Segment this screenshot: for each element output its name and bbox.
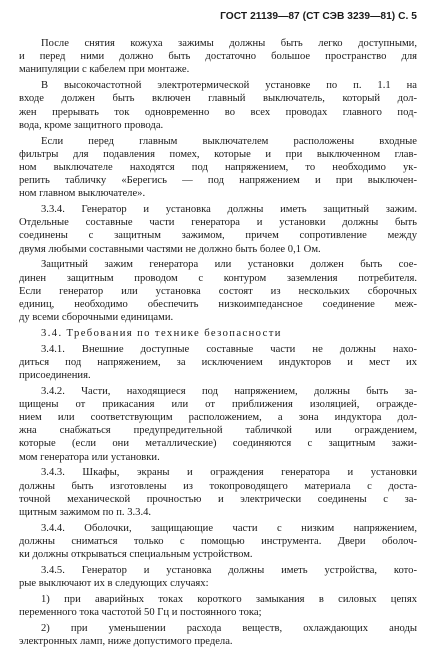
text-line: которые (если они металлические) соединяются с защитным зажи-	[19, 438, 417, 450]
text-line: переменного тока частотой 50 Гц и постоянного тока;	[19, 607, 262, 619]
text-line: должны сниматься только с помощью инструмента. Двери оболоч-	[19, 535, 417, 547]
text-line: мом генератора или установки.	[19, 451, 160, 463]
text-line: двумя любыми составными частями не должно быть более 0,1 Ом.	[19, 243, 321, 255]
text-line: жен прерывать ток одновременно во всех проводах главного под-	[19, 106, 417, 118]
text-line: После снятия кожуха зажимы должны быть легко доступными,	[41, 38, 417, 49]
text-line: динен защитным проводом с контуром заземления потребителя.	[19, 272, 417, 284]
text-line: щитным зажимом по п. 3.3.4.	[19, 506, 152, 518]
paragraph	[19, 593, 417, 619]
text-line: 3.4.3. Шкафы, экраны и ограждения генератора и установки	[41, 467, 417, 479]
text-line: 3.4. Требования по технике безопасности	[41, 328, 282, 340]
text-line: 3.4.1. Внешние доступные составные части не должны нахо-	[41, 343, 417, 355]
text-line: ки должны открываться специальным устройством.	[19, 549, 253, 561]
text-line: Защитный зажим генератора или установки должен быть сое-	[41, 259, 417, 271]
text-line: соединены с защитным зажимом, причем сопротивление между	[19, 230, 417, 242]
text-line: ду всеми сборочными единицами.	[19, 312, 174, 324]
text-line: ном главном выключателе».	[19, 188, 146, 200]
text-line: электронных ламп, ниже допустимого предела.	[19, 636, 233, 647]
text-line: диться под напряжением, за исключением индукторов и мест их	[19, 356, 417, 368]
text-line: нием или соответствующим расположением, а зона индуктора дол-	[19, 412, 417, 424]
paragraph	[19, 135, 417, 201]
paragraph	[19, 79, 417, 132]
paragraph	[19, 564, 417, 590]
paragraph	[19, 258, 417, 324]
section-heading	[19, 327, 417, 340]
paragraph	[19, 203, 417, 256]
text-line: щищены от прикасания или от приближения изоляцией, огражде-	[19, 398, 417, 410]
text-line: 1) при аварийных токах короткого замыкания в силовых цепях	[41, 593, 417, 605]
text-line: точной механической прочностью и электрически соединены с за-	[19, 493, 417, 505]
text-line: присоединения.	[19, 369, 91, 381]
paragraph	[19, 385, 417, 464]
text-line: вода, кроме защитного провода.	[19, 119, 164, 131]
text-line: Если перед главным выключателем расположены входные	[41, 135, 417, 147]
text-line: В высокочастотной электротермической установке по п. 1.1 на	[41, 80, 417, 92]
text-line: Отдельные составные части генератора и установки должны быть	[19, 217, 417, 229]
text-line: и перед ними должно быть достаточно большое пространство для	[19, 51, 417, 63]
text-line: ном выключателе находятся под напряжением, то необходимо ук-	[19, 161, 417, 173]
text-line: 3.4.5. Генератор и установка должны иметь устройства, кото-	[41, 564, 417, 576]
text-line: манипуляции с кабелем при монтаже.	[19, 64, 190, 76]
text-line: 2) при уменьшении расхода веществ, охлаждающих аноды	[41, 622, 417, 634]
text-line: единиц, необходимо обеспечить низкоимпедансное соединение меж-	[19, 298, 417, 310]
document-body	[19, 37, 417, 651]
text-line: 3.4.2. Части, находящиеся под напряжением, должны быть за-	[41, 385, 417, 397]
text-line: должны быть изготовлены из токопроводящего материала с доста-	[19, 480, 417, 492]
text-line: входе должен быть включен главный выключатель, который дол-	[19, 93, 417, 105]
text-line: репить табличку «Берегись — под напряжением и при выключен-	[19, 175, 417, 187]
text-line: Если генератор или установка состоят из нескольких сборочных	[19, 285, 417, 297]
text-line: фильтры для подавления помех, которые и при выключенном глав-	[19, 148, 417, 160]
text-line: 3.4.4. Оболочки, защищающие части с низким напряжением,	[41, 522, 417, 534]
text-line: 3.3.4. Генератор и установка должны иметь защитный зажим.	[41, 204, 417, 216]
paragraph	[19, 622, 417, 648]
paragraph	[19, 466, 417, 519]
paragraph	[19, 343, 417, 383]
page-header: ГОСТ 21139—87 (СТ СЭВ 3239—81) С. 5	[220, 11, 417, 22]
paragraph	[19, 522, 417, 562]
text-line: рые выключают их в следующих случаях:	[19, 578, 209, 590]
text-line: жна снабжаться предупредительной табличкой или ограждением,	[19, 425, 417, 437]
paragraph	[19, 37, 417, 77]
